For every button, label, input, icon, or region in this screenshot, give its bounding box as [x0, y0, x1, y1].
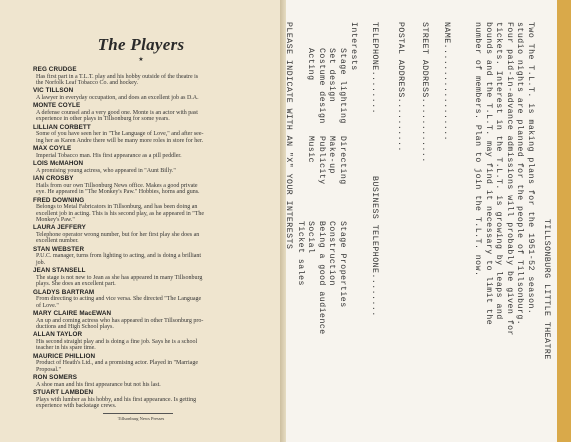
player-description: His second straight play and is doing a fine job. Says he is a school teacher in his spare time. — [36, 339, 198, 352]
player-description: A promising young actress, who appeared in "Aunt Billy." — [36, 167, 176, 174]
player-entry — [33, 246, 281, 266]
postal-address-field[interactable]: POSTAL ADDRESS.......... — [396, 22, 405, 152]
player-name: GLADYS BARTRAM — [33, 288, 95, 296]
interest-option[interactable]: Music — [306, 136, 316, 164]
interest-option[interactable]: Acting — [306, 48, 316, 81]
intro-line: tickets. Interest in the T.L.T. is growing by leaps and — [494, 22, 504, 320]
player-description: The stage is not new to Jean as she has appeared in many Tillsonburg plays. She does an excellent part. — [36, 274, 203, 288]
interest-option[interactable]: Stage Properties — [338, 221, 347, 308]
cover-edge — [557, 0, 571, 442]
player-name: MONTE COYLE — [33, 102, 81, 110]
player-name: RON SOMERS — [33, 374, 78, 382]
player-entry — [33, 267, 281, 287]
player-entry — [33, 374, 281, 388]
printer-credit: Tillsonburg News Presses — [117, 416, 165, 421]
player-description: Plays with lumber as his hobby, and his first appearance. Is getting experience with backstage crews. — [36, 396, 197, 410]
player-entry — [33, 331, 281, 351]
interests-heading: Interests — [349, 22, 358, 71]
player-entry — [33, 389, 281, 409]
player-entry — [33, 310, 281, 330]
player-description: An up and coming actress who has appeared in other Tillsonburg pro- ductions and High School plays. — [36, 317, 204, 331]
player-description: Imperial Tobacco man. His first appearance as a pill peddler. — [36, 152, 182, 159]
player-name: IAN CROSBY — [33, 175, 74, 183]
rotated-form — [284, 14, 554, 424]
interest-option[interactable]: Stage lighting — [338, 48, 347, 124]
interest-option[interactable]: Construction — [327, 221, 337, 286]
player-name: FRED DOWNING — [33, 196, 85, 204]
interest-option[interactable]: Social — [306, 221, 316, 254]
player-description: Belongs to Metal Fabricators in Tillsonburg, and has been doing an excellent job in acting. This is his second play, as he appeared in "The Monkey's Paw." — [36, 204, 205, 224]
star-ornament: ★ — [138, 57, 144, 63]
player-description: P.U.C. manager, turns from lighting to acting, and is doing a brilliant job. — [36, 253, 202, 266]
intro-line: studio nights are planned for the people of Tillsonburg. — [515, 22, 525, 326]
instruction-text: PLEASE INDICATE WITH AN "X" YOUR INTERESTS — [284, 22, 293, 250]
player-description: Some of you have seen her in "The Language of Love," and after see- ing her as Karen Andre there will be many more roles in store for her. — [36, 131, 204, 144]
street-address-field[interactable]: STREET ADDRESS............ — [420, 22, 429, 163]
player-entry — [33, 289, 281, 309]
player-name: LAURA JEFFERY — [33, 224, 86, 232]
player-entry — [33, 224, 281, 244]
footer-rule — [103, 413, 173, 414]
telephone-field[interactable]: TELEPHONE........ — [370, 22, 379, 115]
intro-line: number of members. Plan to join the T.L.T. now. — [473, 22, 483, 277]
player-name: MAURICE PHILLION — [33, 352, 96, 360]
player-name: ALLAN TAYLOR — [33, 331, 83, 339]
player-description: A shoe man and his first appearance but not his last. — [36, 381, 161, 388]
intro-line: Two The T.L.T. is making plans for the 1951-52 season. — [526, 22, 535, 315]
intro-line: bounds and the T.L.T. may find it necessary to limit the — [484, 22, 493, 326]
player-entry — [33, 66, 281, 86]
player-entry — [33, 175, 281, 195]
player-entry — [33, 197, 281, 224]
player-description: A defense counsel and a very good one. Monte is an actor with past experience in other plays in Tillsonburg for some years. — [36, 110, 198, 123]
player-name: VIC TILLSON — [33, 87, 74, 95]
player-description: Telephone operator wrong number, but for her first play she does an excellent number. — [36, 232, 200, 245]
player-name: STAN WEBSTER — [33, 245, 85, 253]
player-name: LILLIAN CORBETT — [33, 123, 91, 131]
player-name: STUART LAMBDEN — [33, 389, 94, 397]
player-description: Has first part in a T.L.T. play and his hobby outside of the theatre is the Norfolk Leaf Tobacco Co. and hockey. — [36, 73, 199, 86]
player-name: MARY CLAIRE MacEWAN — [33, 310, 112, 318]
program-page — [0, 0, 282, 442]
player-description: Hails from our own Tillsonburg News office. Makes a good private eye. He appeared in "The Monkey's Paw." Hobbies, horns and guns. — [36, 182, 200, 196]
name-field[interactable]: NAME.................. — [442, 22, 451, 142]
player-name: REG CRUDGE — [33, 66, 77, 73]
player-name: LOIS McMAHON — [33, 160, 84, 168]
business-telephone-field[interactable]: BUSINESS TELEPHONE........ — [370, 176, 379, 317]
interest-option[interactable]: Set design — [327, 48, 337, 103]
intro-line: Four paid-in-advance admissions will probably be given for — [505, 22, 514, 336]
player-description: Product of Heath's Ltd., and a promising actor. Played in "Marriage Proposal." — [36, 360, 198, 373]
player-entry — [33, 124, 281, 144]
form-title: TILLSONBURG LITTLE THEATRE — [542, 219, 551, 360]
player-description: A lawyer in everyday occupation, and does an excellent job as D.A. — [36, 95, 199, 101]
player-entry — [33, 102, 281, 122]
player-entry — [33, 160, 281, 174]
player-description: From directing to acting and vice versa. She directed "The Language of Love." — [36, 296, 202, 309]
player-entry — [33, 87, 281, 101]
interest-option[interactable]: Being a good audience — [317, 221, 326, 335]
page-title: The Players — [97, 35, 185, 54]
player-name: MAX COYLE — [33, 145, 72, 153]
player-name: JEAN STANSELL — [33, 267, 86, 275]
interest-option[interactable]: Costume design — [317, 48, 326, 124]
player-entry — [33, 353, 281, 373]
player-entry — [33, 145, 281, 159]
players-list — [33, 66, 281, 411]
interest-option[interactable]: Ticket sales — [296, 221, 305, 286]
membership-form-page — [286, 0, 557, 442]
interest-option[interactable]: Publicity — [317, 136, 326, 185]
interest-option[interactable]: Make-up — [327, 136, 337, 174]
interest-option[interactable]: Directing — [338, 136, 347, 185]
